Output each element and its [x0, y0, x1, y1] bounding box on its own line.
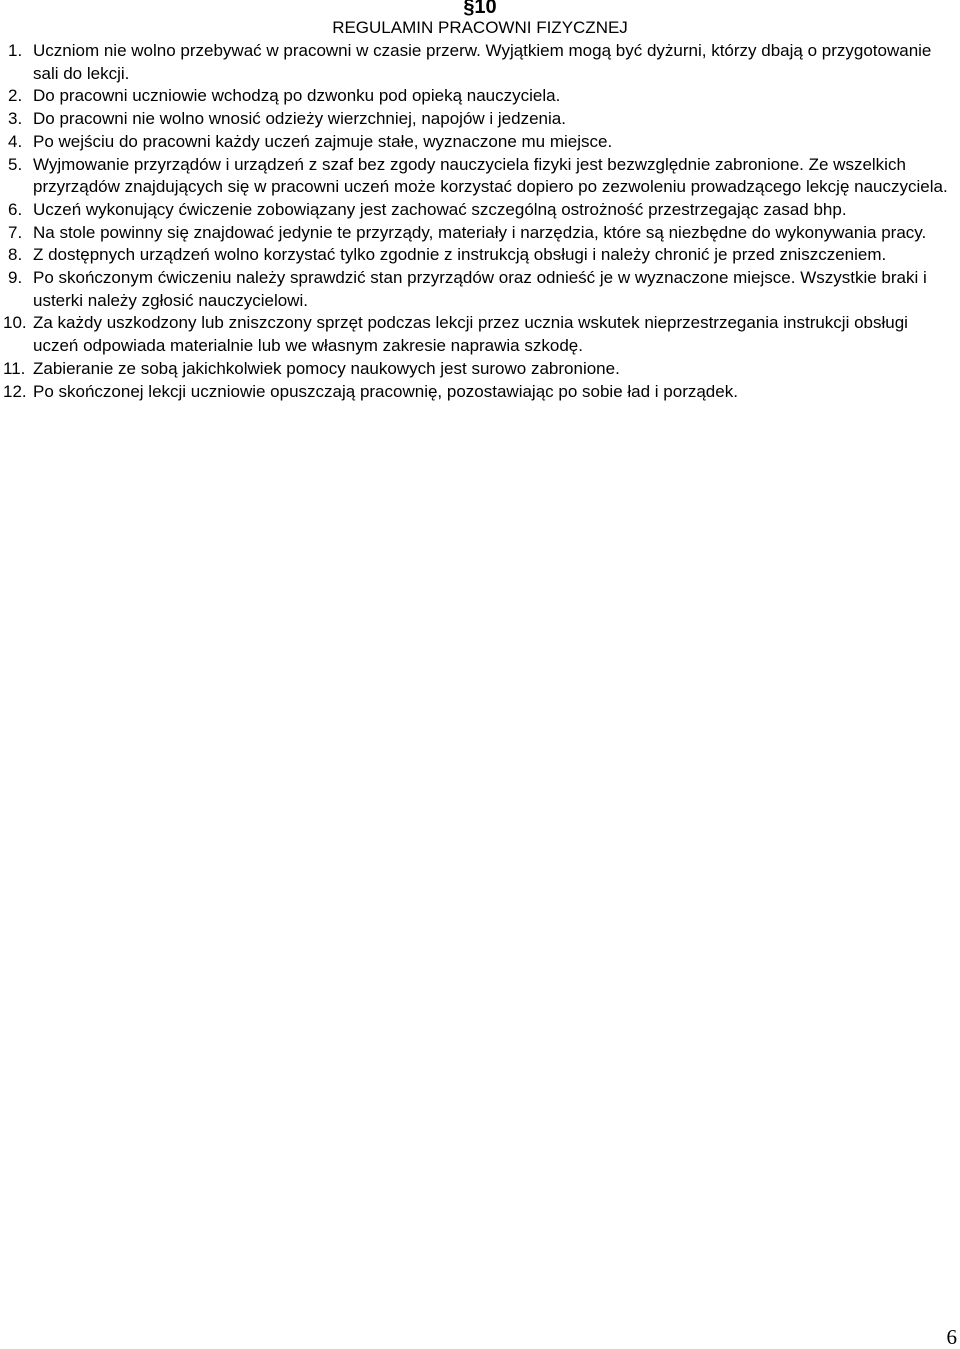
rule-item — [8, 85, 948, 108]
rule-item — [8, 244, 948, 267]
rule-number: 4. — [8, 131, 23, 151]
rule-item — [8, 222, 948, 245]
rule-item — [8, 131, 948, 154]
rule-item — [8, 154, 948, 199]
rule-item — [8, 199, 948, 222]
rule-number: 12. — [3, 381, 27, 401]
rule-text: Po skończonym ćwiczeniu należy sprawdzić stan przyrządów oraz odnieść je w wyznaczone miejsce. Wszystkie braki i usterki należy zgłosić nauczycielowi. — [33, 268, 927, 310]
rule-text: Wyjmowanie przyrządów i urządzeń z szaf bez zgody nauczyciela fizyki jest bezwzględnie zabronione. Ze wszelkich przyrządów znajdujących się w pracowni uczeń może korzystać dopiero po zezwoleniu prowadzącego lekcję nauczyciela. — [33, 154, 948, 197]
rule-text: Po wejściu do pracowni każdy uczeń zajmuje stałe, wyznaczone mu miejsce. — [33, 131, 613, 151]
rule-text: Po skończonej lekcji uczniowie opuszczają pracownię, pozostawiając po sobie ład i porządek. — [33, 381, 738, 401]
rule-number: 10. — [3, 313, 27, 333]
rule-number: 8. — [8, 245, 23, 265]
rule-text: Uczeń wykonujący ćwiczenie zobowiązany jest zachować szczególną ostrożność przestrzegając zasad bhp. — [33, 199, 847, 219]
rule-text: Do pracowni uczniowie wchodzą po dzwonku pod opieką nauczyciela. — [33, 86, 561, 106]
rule-number: 7. — [8, 222, 23, 242]
rule-text: Z dostępnych urządzeń wolno korzystać tylko zgodnie z instrukcją obsługi i należy chronić je przed zniszczeniem. — [33, 245, 887, 265]
rule-number: 11. — [3, 358, 26, 378]
rule-item — [8, 40, 948, 85]
rule-number: 6. — [8, 199, 23, 219]
rule-text: Uczniom nie wolno przebywać w pracowni w czasie przerw. Wyjątkiem mogą być dyżurni, którzy dbają o przygotowanie sali do lekcji. — [33, 41, 932, 83]
rule-text: Za każdy uszkodzony lub zniszczony sprzęt podczas lekcji przez ucznia wskutek nieprzestrzegania instrukcji obsługi uczeń odpowiada materialnie lub we własnym zakresie naprawia szkodę. — [33, 313, 908, 356]
rule-item — [8, 108, 948, 131]
page-number: 6 — [946, 1325, 957, 1349]
rule-number: 2. — [8, 86, 23, 106]
rule-item — [3, 381, 948, 404]
section-number: §10 — [463, 0, 497, 18]
rule-text: Na stole powinny się znajdować jedynie te przyrządy, materiały i narzędzia, które są niezbędne do wykonywania pracy. — [33, 222, 927, 242]
rule-number: 1. — [8, 41, 23, 60]
rule-text: Zabieranie ze sobą jakichkolwiek pomocy naukowych jest surowo zabronione. — [33, 358, 620, 378]
rules-list — [3, 40, 948, 403]
rule-item — [3, 358, 948, 381]
document-title: REGULAMIN PRACOWNI FIZYCZNEJ — [332, 18, 628, 37]
rule-item — [8, 267, 948, 312]
rule-number: 9. — [8, 268, 23, 288]
rule-item — [3, 312, 948, 357]
rule-number: 3. — [8, 109, 23, 129]
rule-number: 5. — [8, 154, 23, 174]
rule-text: Do pracowni nie wolno wnosić odzieży wierzchniej, napojów i jedzenia. — [33, 109, 566, 129]
